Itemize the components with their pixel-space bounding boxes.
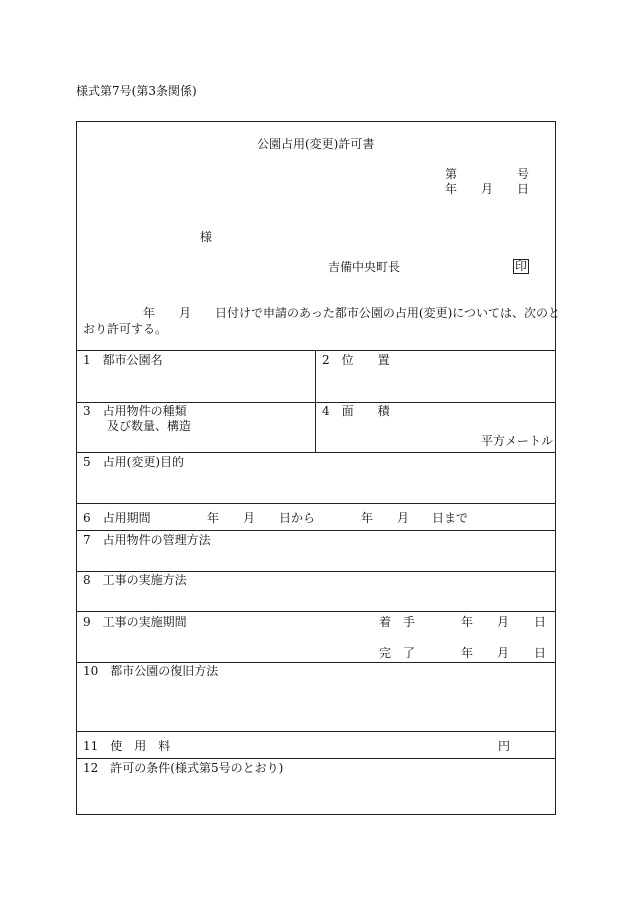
row-divider (76, 452, 556, 453)
period-from-year: 年 (207, 511, 220, 525)
seal-label: 印 (515, 259, 528, 273)
end-label: 完 了 (379, 646, 416, 660)
date-year-label: 年 (445, 182, 458, 196)
start-year: 年 (461, 615, 474, 629)
row-divider (76, 503, 556, 504)
row-divider (76, 571, 556, 572)
start-label: 着 手 (379, 615, 416, 629)
area-label: 4 面 積 (322, 404, 390, 418)
fee-unit-label: 円 (498, 739, 511, 753)
purpose-label: 5 占用(変更)目的 (83, 455, 184, 469)
document-title: 公園占用(変更)許可書 (257, 137, 375, 151)
period-from-month: 月 (243, 511, 256, 525)
row-divider (76, 662, 556, 663)
date-day-label: 日 (517, 182, 530, 196)
restoration-method-label: 10 都市公園の復旧方法 (83, 664, 219, 678)
period-to-month: 月 (397, 511, 410, 525)
issuer-name: 吉備中央町長 (328, 260, 401, 274)
period-label: 6 占用期間 (83, 511, 151, 525)
period-to-day: 日まで (432, 511, 469, 525)
start-day: 日 (534, 615, 547, 629)
number-dai-label: 第 (445, 167, 458, 181)
location-label: 2 位 置 (322, 353, 390, 367)
form-label: 様式第7号(第3条関係) (76, 84, 197, 98)
date-month-label: 月 (481, 182, 494, 196)
period-to-year: 年 (361, 511, 374, 525)
row-divider (76, 731, 556, 732)
seal-mark (513, 259, 529, 274)
row-divider (76, 402, 556, 403)
area-unit-label: 平方メートル (481, 434, 554, 448)
body-text-line1: 日付けで申請のあった都市公園の占用(変更)については、次のと (215, 306, 561, 320)
park-name-label: 1 都市公園名 (83, 353, 163, 367)
row-divider (76, 611, 556, 612)
construction-method-label: 8 工事の実施方法 (83, 573, 187, 587)
row-divider (76, 530, 556, 531)
conditions-label: 12 許可の条件(様式第5号のとおり) (83, 761, 284, 775)
construction-period-label: 9 工事の実施期間 (83, 615, 187, 629)
row-divider (76, 350, 556, 351)
end-year: 年 (461, 646, 474, 660)
row-divider (76, 758, 556, 759)
management-label: 7 占用物件の管理方法 (83, 533, 211, 547)
body-month: 月 (179, 306, 192, 320)
number-go-label: 号 (517, 167, 530, 181)
period-from-day: 日から (279, 511, 316, 525)
object-type-label: 3 占用物件の種類 (83, 404, 187, 418)
addressee-suffix: 様 (200, 230, 213, 244)
body-year: 年 (143, 306, 156, 320)
end-day: 日 (534, 646, 547, 660)
column-divider (315, 350, 316, 452)
end-month: 月 (497, 646, 510, 660)
object-quantity-label: 及び数量、構造 (107, 419, 192, 433)
fee-label: 11 使 用 料 (83, 739, 171, 753)
body-text-line2: おり許可する。 (83, 322, 168, 336)
start-month: 月 (497, 615, 510, 629)
